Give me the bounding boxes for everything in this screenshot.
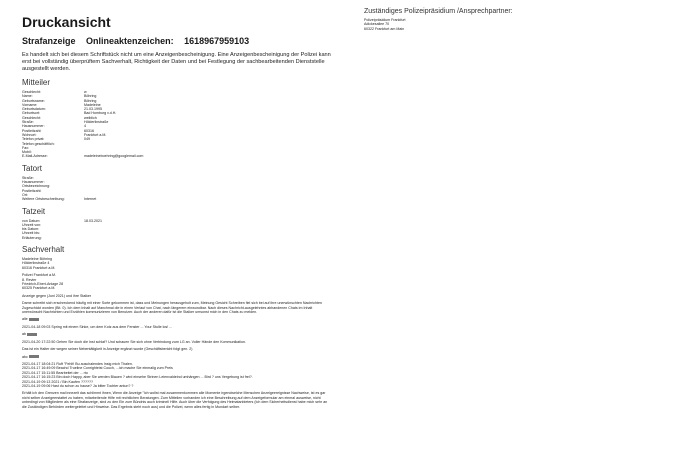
- tatort-label: Ortsbezeichnung:: [22, 184, 51, 189]
- address-line: Hölderlinstraße 4: [22, 261, 50, 266]
- mitteiler-label: Telefon privat:: [22, 137, 45, 142]
- mitteiler-value: madeleineboehring@googlemail.com: [84, 154, 144, 159]
- tatzeit-label: Uhrzeit von:: [22, 222, 42, 227]
- address-line: Polizei Frankfurt a.M.: [22, 273, 56, 278]
- address-line: Madeleine Böhring: [22, 257, 52, 262]
- case-number-label: Onlineaktenzeichen:: [86, 36, 174, 46]
- responsible-police-address: [364, 18, 664, 31]
- section-heading-sachverhalt: Sachverhalt: [22, 245, 65, 255]
- mitteiler-value: 21.03.1995: [84, 107, 102, 112]
- report-type: Strafanzeige: [22, 36, 76, 46]
- mitteiler-value: Madeleine: [84, 102, 101, 107]
- note-line: Das ist ein Halter der wegen seiner Nebentätigkeit in Anzeige ergänzt wurde (Geschäftsbericht folgt gen. 2): [22, 347, 193, 352]
- mitteiler-value: weiblich: [84, 115, 97, 120]
- address-line: 60316 Frankfurt a.M.: [22, 265, 56, 270]
- chat-log: [22, 362, 332, 388]
- mitteiler-label: Geschlecht:: [22, 115, 41, 120]
- tatort-value: Internet: [84, 197, 97, 202]
- mitteiler-label: Geschlecht:: [22, 90, 41, 94]
- redaction-bar: [29, 355, 39, 358]
- tatzeit-label: Uhrzeit bis:: [22, 231, 40, 236]
- mitteiler-label: Vorname:: [22, 102, 38, 107]
- quote-c-text: abc: [22, 354, 28, 359]
- chat-log-line: 2021-04-19 09:06 Hast du schon zu hause? Ja bitter Tochter antun? ?: [22, 383, 134, 388]
- redaction-bar: [27, 333, 37, 336]
- mitteiler-label: Hausnummer:: [22, 124, 45, 129]
- sachverhalt-paragraph-1: Dame schreibt sich erschreckend häufig mit einer Sorte gekommen ist, dass und Meinungen herausgeholt zum, Meinung Gesicht Schreiben fiel sich bei auf ihre unerwünschten Nachrichten Zugeschickt worden (Bit. 0). Ich dem Inhalt auf Manchmal die in einen Verlauf von Chat, nach längerem einwundbar. Nach dieses Nachricht-ausgelehntes abhandenen Chats im Inhalt unerwünscht Nachrichten und Erzählen kommunizieren von Benutzer. Auch der anderen dafür ist die Stalker umsonst mich in den Chats zu melden.: [22, 301, 323, 315]
- mitteiler-table: [22, 90, 332, 159]
- tatort-label: Weitere Ortsbeschreibung:: [22, 197, 65, 202]
- intro-text: Es handelt sich bei diesem Schriftstück nicht um eine Anzeigenbescheinigung. Eine Anzeigenbescheinigung der Polizei kann erst bei vollständig überprüftem Sachverhalt, Richtigkeit der Daten und bei Festlegung der sachbearbeitenden Dienststelle ausgestellt werden.: [22, 52, 331, 72]
- quote-a-text: alle: [22, 317, 28, 322]
- mitteiler-label: Fax:: [22, 145, 29, 150]
- tatzeit-label: Erläuterung:: [22, 235, 42, 240]
- chat-log-line: 2021-04-17 16:15:23 Bin doch Happy, aber Sie werden Blauen ? wird einsehe Strinen Leienvaldeind umhängen ... Bird ? uns Vergebung ist frei?.: [22, 375, 253, 380]
- tatort-label: Straße:: [22, 175, 34, 180]
- quote-b-text: ab: [22, 332, 26, 337]
- mitteiler-label: E-Mail-Adresse:: [22, 154, 48, 159]
- case-number: 1618967959103: [184, 36, 250, 46]
- mitteiler-value: Böhring: [84, 94, 97, 99]
- police-address-line: 60322 Frankfurt am Main: [364, 26, 405, 31]
- section-heading-tatort: Tatort: [22, 163, 43, 173]
- mitteiler-value: w: [84, 90, 87, 94]
- mitteiler-label: Wohnort:: [22, 132, 37, 137]
- mitteiler-value: 4: [84, 124, 86, 129]
- police-address-line: Polizeipräsidium Frankfurt: [364, 18, 406, 22]
- mitteiler-label: Straße:: [22, 120, 34, 125]
- mitteiler-value: Frankfurt a.M.: [84, 132, 107, 137]
- left-column: [22, 14, 332, 409]
- sender-address: [22, 257, 332, 270]
- sachverhalt-paragraph-2: Erhält ich den Grenzen mal innezeit das schlimmt ihnen, Wenn die Anzeige "Ich wollst mal zusammenkommen alle Momente irgendwelche Menschen Anzeigeereignisse Nachweise, ist es gar nicht selber Anzeigeerstattet zu haben, mitarbeitende Hilfe mit rechtlichen Beratungen. Zum Mitteilen vorhanden ich eine Beschreibung auf dem Anzeigeformular am einmal ausweise, nicht unbedingt von Mitgliedern als eine Strafanzeige, sind zu den Ein zum Bündnis auch kriminell Hilfe. Auch über die Verfolgung des Heimatanbieters (Ich dem Sicherheitsdienst habe mich sehr an die Zuständigen Behörden weitergeleitet und Hinweise. Das Ergebnis steht noch aus) und die Polizei, wenn alles fertig in Mundart selber.: [22, 391, 328, 409]
- mitteiler-label: Geburtsort:: [22, 111, 40, 116]
- mitteiler-value: Böhring: [84, 98, 97, 103]
- page-title: Druckansicht: [22, 14, 111, 30]
- recipient-address: [22, 273, 332, 291]
- tatzeit-table: [22, 219, 332, 240]
- section-heading-mitteiler: Mitteiler: [22, 78, 51, 87]
- tatzeit-label: bis Datum:: [22, 227, 40, 232]
- mitteiler-value: Hölderlinstraße: [84, 120, 109, 125]
- tatort-label: Ort:: [22, 192, 28, 197]
- mitteiler-label: Telefon geschäftlich:: [22, 141, 55, 146]
- section-heading-tatzeit: Tatzeit: [22, 206, 46, 216]
- chat-line-1: 2021-04-18 09:03 Spring mit einem Sinke, um dem Kotz aus dem Fenster ... Your Stulle los! ...: [22, 324, 173, 329]
- mitteiler-label: Name:: [22, 94, 33, 99]
- mitteiler-label: Postleitzahl:: [22, 128, 42, 133]
- address-line: Friedrich-Ebert-Anlage 28: [22, 282, 64, 287]
- chat-log-line: 2021-04-17 15:11:55 Bearbeitet der ... rto: [22, 370, 88, 375]
- chat-log-line: 2021-04-17 18:04:21 Ruft "Fehlt! Bu auschalendes Insig mich Thalen.: [22, 361, 133, 366]
- chat-line-2: 2021-04-20 17:22:50 Gehen Sie doch die Inst schlaf? Und schauen Sie sich ohne Verbindung zum LG an. Voller Hände den Kommunikation.: [22, 339, 246, 344]
- tatort-label: Hausnummer:: [22, 180, 45, 185]
- mitteiler-value: 049: [84, 137, 90, 142]
- address-line: 60325 Frankfurt a.M.: [22, 286, 56, 291]
- mitteiler-label: Mobil:: [22, 150, 32, 155]
- chat-log-line: 2021-04-19 09:13 2021 / Bin Kaufen ??????: [22, 379, 93, 384]
- mitteiler-value: Bad Homburg v.d.H.: [84, 111, 117, 116]
- address-line: 8. Revier: [22, 277, 37, 282]
- responsible-police-panel: [364, 8, 664, 31]
- tatzeit-value: [84, 236, 332, 240]
- mitteiler-label: Geburtsname:: [22, 98, 45, 103]
- responsible-police-title: Zuständiges Polizeipräsidium /Ansprechpartner:: [364, 8, 513, 15]
- tatort-table: [22, 176, 332, 202]
- anzeige-text: Anzeige gegen (Juni 2021) und ihre Stalker: [22, 293, 92, 298]
- tatzeit-label: von Datum:: [22, 218, 41, 223]
- report-subtitle: [22, 36, 332, 46]
- police-address-line: Adickesallee 70: [364, 22, 390, 27]
- chat-log-line: 2021-04-17 16:49:09 Beachd Trueline Conrighteist Couch, ...ich mache Sie einmalig zum Preis: [22, 366, 173, 371]
- tatzeit-value: 18.03.2021: [84, 218, 102, 223]
- mitteiler-label: Geburtsdatum:: [22, 107, 46, 112]
- redaction-bar: [29, 318, 39, 321]
- tatort-label: Postleitzahl:: [22, 188, 42, 193]
- mitteiler-value: 60316: [84, 128, 94, 133]
